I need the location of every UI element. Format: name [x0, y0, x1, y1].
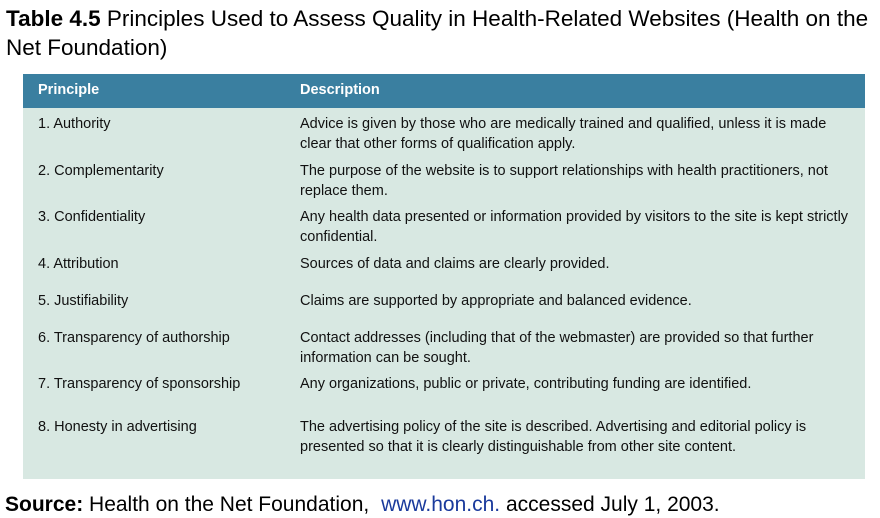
source-link[interactable]: www.hon.ch. [381, 493, 501, 516]
row-description: Any health data presented or information provided by visitors to the site is kept strictly confidential. [300, 209, 849, 245]
header-principle: Principle [38, 82, 100, 98]
row-principle: 7. Transparency of sponsorship [38, 376, 241, 392]
row-principle: 2. Complementarity [38, 163, 164, 179]
row-description: The advertising policy of the site is described. Advertising and editorial policy is presented so that it is clearly distinguishable from other site content. [300, 419, 807, 455]
row-description: The purpose of the website is to support relationships with health practitioners, not replace them. [300, 163, 828, 199]
row-description: Sources of data and claims are clearly provided. [300, 256, 610, 272]
row-principle: 6. Transparency of authorship [38, 330, 230, 346]
row-principle: 5. Justifiability [38, 293, 129, 309]
row-description: Advice is given by those who are medically trained and qualified, unless it is made clear that other forms of qualification apply. [300, 116, 827, 152]
source-line [5, 492, 720, 518]
row-principle: 4. Attribution [38, 256, 119, 272]
table-number: Table 4.5 [6, 6, 101, 31]
source-suffix: accessed July 1, 2003. [505, 493, 720, 516]
source-text: Health on the Net Foundation, [89, 493, 370, 516]
table-caption: Principles Used to Assess Quality in Health-Related Websites (Health on the Net Foundation) [6, 6, 869, 60]
row-description: Any organizations, public or private, contributing funding are identified. [300, 376, 752, 392]
row-description: Contact addresses (including that of the webmaster) are provided so that further information can be sought. [300, 330, 814, 366]
row-description: Claims are supported by appropriate and balanced evidence. [300, 293, 692, 309]
table-header [23, 74, 865, 108]
principles-table [23, 74, 865, 479]
row-principle: 3. Confidentiality [38, 209, 146, 225]
row-principle: 8. Honesty in advertising [38, 419, 197, 435]
table-title [6, 4, 876, 62]
source-label: Source: [5, 493, 84, 516]
header-description: Description [300, 82, 380, 98]
row-principle: 1. Authority [38, 116, 111, 132]
